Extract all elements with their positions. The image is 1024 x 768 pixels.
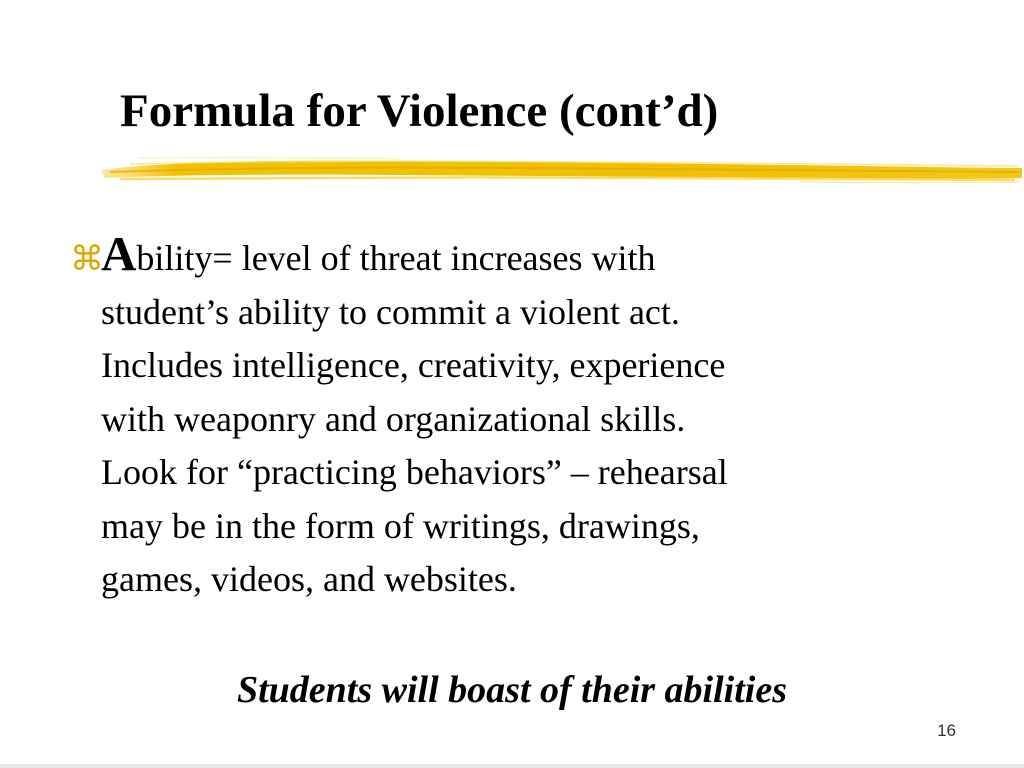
bullet-line: with weaponry and organizational skills. <box>101 398 686 439</box>
bullet-line: Includes intelligence, creativity, experience <box>101 345 726 385</box>
bullet-line: Look for “practicing behaviors” – rehearsal <box>101 452 728 492</box>
bullet-lead-letter: A <box>101 226 137 281</box>
bullet-line: may be in the form of writings, drawings, <box>101 505 700 546</box>
title-underline-brushstroke <box>100 148 1024 190</box>
slide-title: Formula for Violence (cont’d) <box>120 85 719 137</box>
slide-number: 16 <box>937 721 956 740</box>
bullet-line: games, videos, and websites. <box>101 559 517 599</box>
bullet-line: student’s ability to commit a violent act. <box>101 291 680 332</box>
callout-text: Students will boast of their abilities <box>236 669 788 711</box>
bullet-first-line: bility= level of threat increases with <box>136 238 656 278</box>
bullet-text <box>70 226 910 607</box>
command-key-icon: ⌘ <box>70 239 104 279</box>
bullet-ability <box>70 226 910 607</box>
slide-bottom-edge <box>0 764 1024 768</box>
